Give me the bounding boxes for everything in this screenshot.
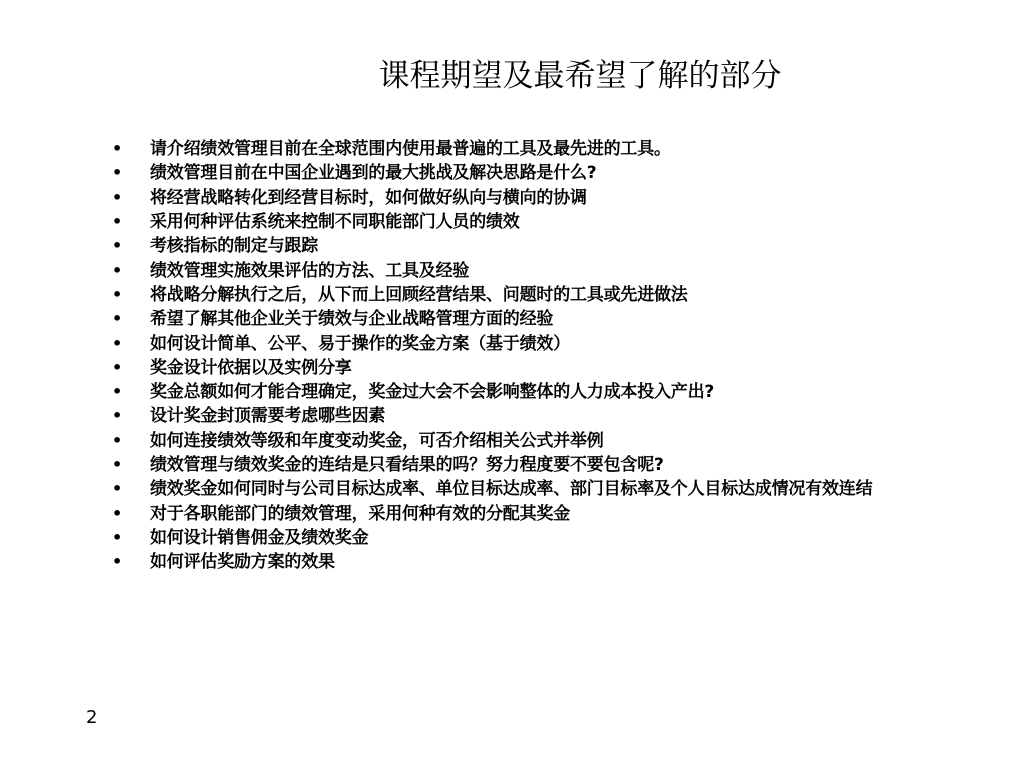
list-item xyxy=(112,234,872,258)
bullet-icon: • xyxy=(112,139,123,159)
bullet-icon: • xyxy=(112,552,123,572)
list-item xyxy=(112,331,872,355)
list-item-text: 如何评估奖励方案的效果 xyxy=(150,552,335,573)
list-item xyxy=(112,283,872,307)
bullet-icon: • xyxy=(112,309,123,329)
bullet-icon: • xyxy=(112,406,123,426)
bullet-icon: • xyxy=(112,284,123,304)
list-item xyxy=(112,186,872,210)
list-item xyxy=(112,453,872,477)
bullet-icon: • xyxy=(112,260,123,280)
list-item xyxy=(112,307,872,331)
list-item-text: 采用何种评估系统来控制不同职能部门人员的绩效 xyxy=(150,212,520,233)
list-item xyxy=(112,477,872,501)
bullet-icon: • xyxy=(112,430,123,450)
list-item xyxy=(112,258,872,282)
list-item-text: 如何设计销售佣金及绩效奖金 xyxy=(150,527,369,548)
list-item-text: 如何连接绩效等级和年度变动奖金，可否介绍相关公式并举例 xyxy=(150,430,604,451)
list-item xyxy=(112,526,872,550)
list-item-text: 希望了解其他企业关于绩效与企业战略管理方面的经验 xyxy=(150,309,554,330)
bullet-icon: • xyxy=(112,212,123,232)
list-item xyxy=(112,404,872,428)
list-item-text: 设计奖金封顶需要考虑哪些因素 xyxy=(150,406,386,427)
bullet-icon: • xyxy=(112,479,123,499)
list-item-text: 将战略分解执行之后，从下而上回顾经营结果、问题时的工具或先进做法 xyxy=(150,284,688,305)
bullet-icon: • xyxy=(112,382,123,402)
list-item-text: 如何设计简单、公平、易于操作的奖金方案（基于绩效） xyxy=(150,333,570,354)
list-item xyxy=(112,550,872,574)
list-item xyxy=(112,501,872,525)
slide-title: 课程期望及最希望了解的部分 xyxy=(378,58,782,94)
list-item-text: 将经营战略转化到经营目标时，如何做好纵向与横向的协调 xyxy=(150,187,587,208)
list-item-text: 考核指标的制定与跟踪 xyxy=(150,236,318,257)
bullet-list xyxy=(112,137,872,574)
list-item-text: 奖金设计依据以及实例分享 xyxy=(150,357,352,378)
bullet-icon: • xyxy=(112,163,123,183)
bullet-icon: • xyxy=(112,236,123,256)
list-item-text: 对于各职能部门的绩效管理，采用何种有效的分配其奖金 xyxy=(150,503,570,524)
list-item xyxy=(112,210,872,234)
bullet-icon: • xyxy=(112,503,123,523)
bullet-icon: • xyxy=(112,357,123,377)
list-item xyxy=(112,137,872,161)
list-item xyxy=(112,380,872,404)
bullet-icon: • xyxy=(112,455,123,474)
list-item-text: 绩效管理与绩效奖金的连结是只看结果的吗？努力程度要不要包含呢? xyxy=(150,455,664,475)
list-item-text: 绩效奖金如何同时与公司目标达成率、单位目标达成率、部门目标率及个人目标达成情况有效连结 xyxy=(150,479,873,500)
list-item xyxy=(112,356,872,380)
list-item-text: 奖金总额如何才能合理确定，奖金过大会不会影响整体的人力成本投入产出? xyxy=(150,382,715,403)
bullet-icon: • xyxy=(112,187,123,207)
list-item-text: 绩效管理目前在中国企业遇到的最大挑战及解决思路是什么? xyxy=(150,163,597,184)
bullet-icon: • xyxy=(112,333,123,353)
list-item-text: 请介绍绩效管理目前在全球范围内使用最普遍的工具及最先进的工具。 xyxy=(150,139,671,160)
list-item-text: 绩效管理实施效果评估的方法、工具及经验 xyxy=(150,260,470,281)
list-item xyxy=(112,429,872,453)
page-number: 2 xyxy=(86,707,98,728)
list-item xyxy=(112,161,872,185)
bullet-icon: • xyxy=(112,527,123,547)
